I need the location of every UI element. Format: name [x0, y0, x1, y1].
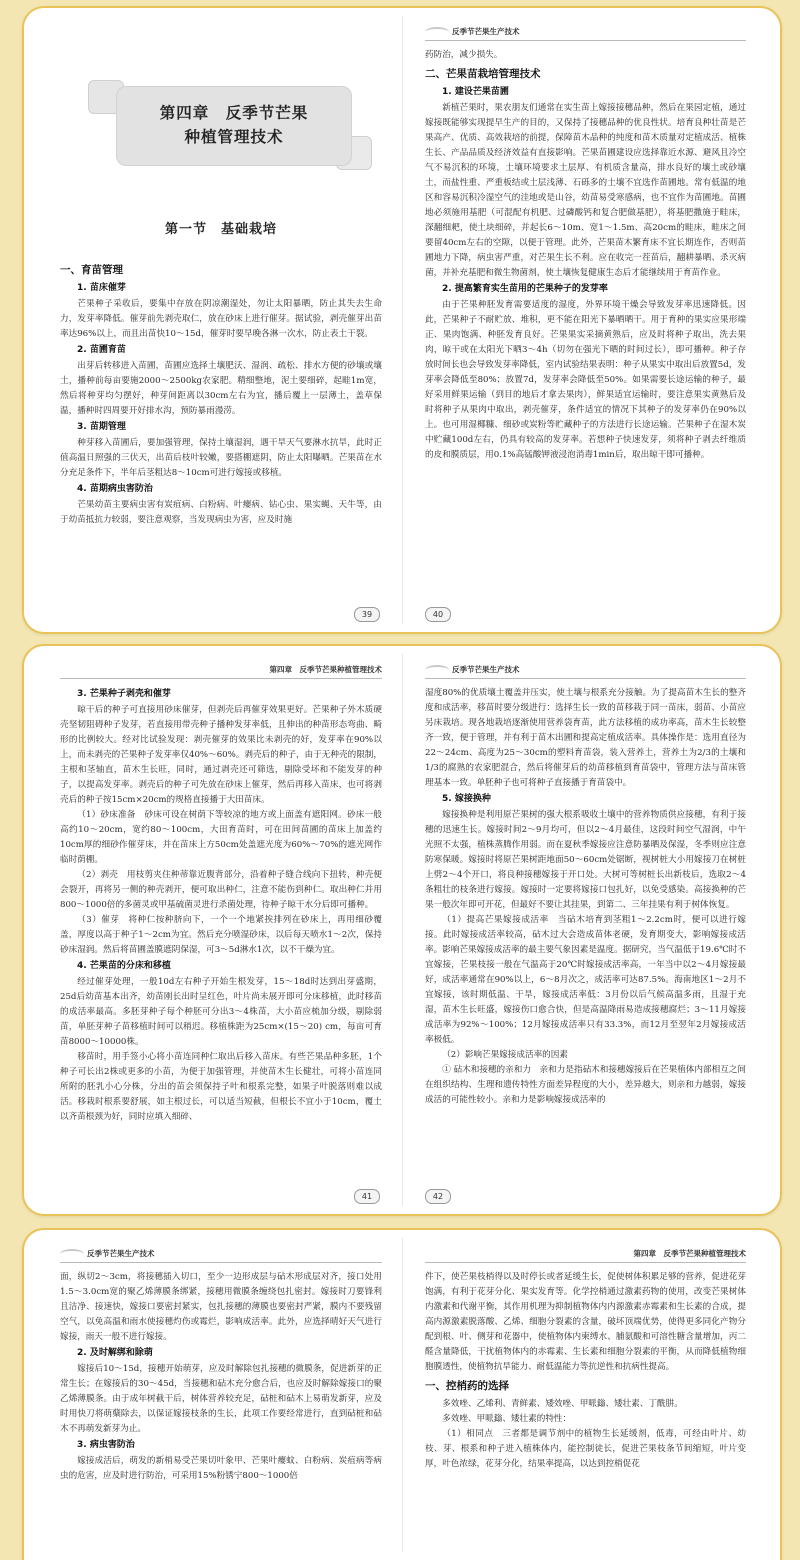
heading-cultivation: 二、芒果苗栽培管理技术 — [425, 68, 541, 80]
header-rule — [425, 40, 746, 41]
paragraph: 多效唑、甲哌鎓、矮壮素的特性： — [442, 1414, 572, 1424]
swoosh-logo-icon — [425, 665, 449, 675]
running-head: 反季节芒果生产技术 — [425, 664, 520, 678]
chapter-title-box — [116, 86, 352, 166]
page-44 — [403, 1230, 780, 1560]
header-rule — [60, 678, 382, 679]
subheading: 1. 苗床催芽 — [77, 283, 126, 293]
paragraph: 出芽后转移进入苗圃，苗圃应选择土壤肥沃、湿润、疏松、排水方便的砂壤或壤土，播种前每亩要施2000～2500kg农家肥。精细整地，泥土要细碎，起畦1m宽，然后将种芽均匀摆好，种芽间距离以30cm左右为宜，播后覆上一层薄土，盖草保温，播种时四周要开好排水沟，预防暴雨漫涝。 — [60, 361, 382, 416]
subheading: 3. 病虫害防治 — [77, 1440, 135, 1450]
paragraph: 晾干后的种子可直接用砂床催芽，但剥壳后再催芽效果更好。芒果种子外木质硬壳坚韧阻碍种子发芽，若直接用带壳种子播种发芽率低，且伸出的种苗形态弯曲、畸形的比例较大。经对比试验发现：剥壳催芽的效果比未剥壳的好，发芽率在90%以上，而未剥壳的芒果种子发芽率仅40%～60%。剥壳后的种子，由于无种壳的限制，主根和茎轴直，苗木生长旺，同时，通过剥壳还可筛选，剔除受坏和不能发芽的种子，以提高发芽率。剥壳后的种子可先放在砂床上催芽，然后再移入苗床，也可将剥壳后的种子按15cm×20cm的规格直接播于大田苗床。 — [60, 705, 382, 805]
page-41 — [24, 646, 402, 1214]
page-43 — [24, 1230, 402, 1560]
paragraph: 芒果幼苗主要病虫害有炭疽病、白粉病、叶瘿病、钻心虫、果实蝇、天牛等，由于幼苗抵抗力较弱，要注意观察，当发现病虫为害，应及时施 — [60, 500, 382, 525]
heading-seedling-management: 一、育苗管理 — [60, 264, 123, 276]
paragraph: 种芽移入苗圃后，要加强管理，保持土壤湿润，遇干旱天气要淋水抗旱，此时正值高温日照强的三伏天，出苗后枝叶较嫩，要搭棚遮阴，防止太阳曝晒。芒果苗在水分充足条件下，半年后茎粗达8～10cm可进行嫁接或移植。 — [60, 438, 382, 478]
page-41-content — [60, 686, 382, 1125]
page-44-content — [425, 1270, 746, 1472]
paragraph: （3）催芽 将种仁按种脐向下，一个一个地紧挨排列在砂床上，再用细砂覆盖，厚度以高于种子1～2cm为宜。然后充分喷湿砂床，以后每天喷水1～2次，保持砂床湿润。然后将苗圃盖膜遮阴保湿，可3～5d淋水1次，以不干燥为宜。 — [60, 915, 382, 955]
subheading: 4. 芒果苗的分床和移植 — [77, 961, 171, 971]
page-number: 40 — [425, 607, 451, 622]
swoosh-logo-icon — [425, 27, 449, 37]
header-rule — [425, 678, 746, 679]
page-39 — [24, 8, 402, 632]
subheading: 4. 苗期病虫害防治 — [77, 484, 153, 494]
paragraph: 芒果种子采收后，要集中存放在阴凉潮湿处，勿让太阳暴晒，防止其失去生命力，发芽率降低。催芽前先剥壳取仁，放在砂床上进行催芽。据试验，剥壳催芽出苗率达96%以上，而且出苗快10～15d，催芽时要早晚各淋一次水，防止表土干裂。 — [60, 299, 382, 339]
subheading: 5. 嫁接换种 — [442, 794, 491, 804]
paragraph: （1）提高芒果嫁接成活率 当砧木培育到茎粗1～2.2cm时，便可以进行嫁接。此时嫁接成活率较高，砧木过大会造成苗体老硬，发育期变大，影响嫁接成活率。影响芒果嫁接成活率的最主要气象因素是温度。据研究，当气温低于19.6℃时不宜嫁接，芒果枝接一般在气温高于20℃时嫁接成活率高，一年当中以2～4月嫁接最好，成活率通常在90%以上，6～8月次之，成活率可达87.5%。海南地区1～2月不宜嫁接，该时期低温、干旱，嫁接成活率低：3月份以后气候高温多雨，且湿于充湿，苗木生长旺盛，嫁接伤口愈合快，但是高温降雨易造成接穗腐烂；3～11月嫁接成活率为92%～100%；12月嫁接成活率只有33.3%，而12月至翌年2月嫁接成活率极低。 — [425, 915, 746, 1045]
paragraph: ① 砧木和接穗的亲和力 亲和力是指砧木和接穗嫁接后在芒果植体内部相互之间在组织结构、生理和遗传特性方面差异程度的大小，差异越大，则亲和力越弱，嫁接成活的可能性较小。亲和力是影响嫁接成活率的 — [425, 1065, 746, 1105]
paragraph: 湿度80%的优质壤土覆盖并压实，使土壤与根系充分接触。为了提高苗木生长的整齐度和成活率，移苗时要分级进行：选择生长一致的苗移栽于同一苗床，弱苗、小苗应另床栽培。现各地栽培逐渐使用营养袋育苗，此方法移植的成功率高，苗木生长较整齐一致，便于管理，并有利于苗木出圃和提高定植成活率。具体操作是：选用直径为22～24cm、高度为25～30cm的塑料育苗袋，装入营养土，营养土为2/3的土壤和1/3的腐熟的农家肥混合，然后将催芽后的幼苗移植到育苗袋中，管理方法与苗床管理基本一致。单胚种子也可将种子直接播于育苗袋中。 — [425, 688, 746, 788]
page-40 — [403, 8, 780, 632]
chapter-title-line1: 第四章 反季节芒果 — [159, 103, 309, 122]
running-head: 反季节芒果生产技术 — [60, 1248, 155, 1262]
page-number: 39 — [354, 607, 380, 622]
page-number: 41 — [354, 1189, 380, 1204]
paragraph: 件下，使芒果枝梢得以及时停长或者延缓生长，促使树体积累足够的营养，促进花芽饱满，有利于花芽分化、果实发育等。化学控梢通过激素药物的使用，改变芒果树体内激素和代谢平衡，其作用机理为抑制植物体内内源激素赤霉素和生长素的合成，提高内源激素脱落酸、乙烯、细胞分裂素的含量，破坏顶端优势，使得更多同化产物分配到根、叶、侧芽和花器中，使植物体内柬缚水、脯氨酸和可溶性糖含量增加，丙二醛含量降低，干扰植物体内的赤霉素、生长素和细胞分裂素的平衡，从而降低植物细胞膜透性，使植物抗旱能力、耐低温能力等抗逆性和抗病性提高。 — [425, 1272, 746, 1372]
running-head: 第四章 反季节芒果种植管理技术 — [633, 1249, 746, 1258]
chapter-title-line2: 种植管理技术 — [184, 127, 284, 146]
header-rule — [60, 1262, 382, 1263]
paragraph: 经过催芽处理，一般10d左右种子开始生根发芽，15～18d时达到出芽盛期，25d后幼苗基本出齐，幼苗刚长出时呈红色，叶片尚未展开即可分床移植，此时移苗的成活率最高。多胚芽种子每个种胚可分出3～4株苗，大小苗应梳加分级，剔除弱苗，单胚芽种子苗移植时间可以稍迟。移植株距为25cm×(15～20) cm，每亩可育苗8000～10000株。 — [60, 977, 382, 1047]
page-39-content — [60, 218, 382, 528]
paragraph: 嫁接后10～15d，接穗开始萌芽，应及时解除包扎接穗的微膜条，促进新芽的正常生长；在嫁接后的30～45d，当接穗和砧木充分愈合后，也应及时解除嫁接口的聚乙烯薄膜条。由于成年树截干后，树体营养较充足，砧桩和砧木上易萌发新芽，应及时用快刀将萌蘖除去，以保证嫁接枝条的生长，此项工作要经常进行，直到砧桩和砧木不再萌发新芽为止。 — [60, 1364, 382, 1434]
subheading: 2. 及时解绑和除萌 — [77, 1348, 153, 1358]
paragraph: 嫁接换种是利用原芒果树的强大根系吸收土壤中的营养物质供应接穗，有利于接穗的迅速生长。嫁接时间2～9月均可，但以2～4月最佳，这段时间空气湿润，中午光照不太强，植株蒸腾作用弱。而在夏秋季嫁接应注意防暴晒及保湿，冬季则应注意防寒保暖。嫁接时将原芒果树距地面50～60cm处锯断，视树桩大小用嫁接刀在树桩上劈2～4个开口，将良种接穗嫁接于开口处。大树可等树桩长出新枝后，选取2～4条粗壮的枝条进行嫁接。嫁接时一定要将嫁接口包扎好，以免受感染。高接换种的芒果一般次年即可开花，但最好不要让其挂果，到第二、三年挂果有利于树体恢复。 — [425, 810, 746, 910]
paragraph: 面，纵切2～3cm，将接穗插入切口，至少一边形成层与砧木形成层对齐，接口处用1.5～3.0cm宽的聚乙烯薄膜条绑紧，接穗用微膜条缠绕包扎密封。嫁接时刀要锋利且洁净、接速快，嫁接口要密封紧实，包扎接穗的薄膜也要密封严紧，膜内不要残留空气，以免高温和雨水使接穗灼伤或霉烂，影响成活率。此外，应选择晴好天气进行嫁接，雨天一般不进行嫁接。 — [60, 1272, 382, 1342]
running-head: 反季节芒果生产技术 — [425, 26, 520, 40]
page-spread-41-42 — [22, 644, 782, 1216]
page-spread-39-40 — [22, 6, 782, 634]
page-42 — [403, 646, 780, 1214]
paragraph: 嫁接成活后，萌发的新梢易受芒果切叶象甲、芒果叶瘿蚊、白粉病、炭疽病等病虫的危害，应及时进行防治，可采用15%粉锈宁800～1000倍 — [60, 1456, 382, 1481]
paragraph: 由于芒果种胚发育需要适度的湿度，外界环境干燥会导致发芽率迅速降低。因此，芒果种子不耐贮放、堆积，更不能在阳光下暴晒晒干。用于育种的果实应果形端正、果肉饱满、种胚发育良好。芒果果实采摘黄熟后，应及时将种子取出，洗去果肉，晾干或在太阳光下晒3～4h（切勿在强光下晒的时间过长），即可播种。种子存放时间长也会导致发芽率降低，室内试验结果表明：种子从果实中取出后放置5d，发芽率会降低至80%；放置7d，发芽率会降低至50%。如果需要长途运输的种子，最好采用鲜果运输（到目的地后才拿去果肉），鲜果适宜运输时，要注意果实黄熟后及时将种子从果肉中取出，剥壳催芽，条件适宜的情况下其种子的发芽率仍在90%以上。也可用湿椰糠、细砂或炭粉等贮藏种子的方法进行长途运输。芒果种子在湿木炭中贮藏100d左右，仍具有较高的发芽率。若想种子快速发芽，须将种子剥去纤维质的皮和膜质层，用0.1%高锰酸钾液浸泡消毒1min后，取出晾干即可播种。 — [425, 300, 746, 460]
paragraph: （1）砂床准备 砂床可设在树荫下等较凉的地方或上面盖有遮阳网。砂床一般高约10～20cm，宽约80～100cm，大田育苗时，可在田间苗圃的苗床上加盖约10cm厚的细砂作催芽床，并在苗床上方50cm处盖遮光度为60%～70%的遮光网作临时荫棚。 — [60, 810, 382, 865]
paragraph: 多效唑、乙烯利、青鲜素、矮效唑、甲哌鎓、矮壮素、丁酰肼。 — [442, 1399, 683, 1409]
paragraph: （1）相同点 三者都是调节剂中的植物生长延缓剂，低毒，可经由叶片、幼枝、芽、根系和种子进入植株体内，能控制徒长，促进芒果枝条节间缩短，叶片变厚，叶色浓绿，花芽分化，结果率提高，以达到控梢促花 — [425, 1429, 746, 1469]
paragraph: 药防治，减少损失。 — [425, 50, 503, 60]
paragraph: （2）剥壳 用枝剪夹住种蒂靠近腹背部分，沿着种子缝合线向下扭转，种壳便会裂开，再将另一侧的种壳剥开，便可取出种仁，注意不能伤到种仁。取出种仁并用800～1000倍的多菌灵或甲基硫菌灵进行杀菌处理，待种子晾干水分后即可播种。 — [60, 870, 382, 910]
page-43-content — [60, 1270, 382, 1484]
subheading: 3. 芒果种子剥壳和催芽 — [77, 689, 171, 699]
page-number: 42 — [425, 1189, 451, 1204]
running-head: 第四章 反季节芒果种植管理技术 — [269, 665, 382, 674]
subheading: 2. 提高繁育实生苗用的芒果种子的发芽率 — [442, 284, 608, 294]
subheading: 3. 苗期管理 — [77, 422, 126, 432]
page-spread-43-44 — [22, 1228, 782, 1560]
heading-growth-control-agents: 一、控梢药的选择 — [425, 1380, 509, 1392]
subheading: 1. 建设芒果苗圃 — [442, 87, 509, 97]
paragraph: （2）影响芒果嫁接成活率的因素 — [442, 1050, 568, 1060]
paragraph: 移苗时，用手签小心将小苗连同种仁取出后移入苗床。有些芒果品种多胚，1个种子可长出2株或更多的小苗，为便于加强管理，并使苗木生长健壮，可将小苗连同所附的胚乳小心分株，分出的苗会须保持子叶和根系完整，如果子叶脱落则难以成活。移栽时根系要舒展，如主根过长，可以适当短截，但根长不宜小于10cm，覆土以齐苗根颈为好，同时应填入细碎、 — [60, 1052, 382, 1122]
page-42-content — [425, 686, 746, 1108]
section-title: 第一节 基础栽培 — [164, 222, 277, 237]
swoosh-logo-icon — [60, 1249, 84, 1259]
header-rule — [425, 1262, 746, 1263]
paragraph: 新植芒果时，果农朋友们通常在实生苗上嫁接接穗品种，然后在果园定植，通过嫁接既能够实现提早生产的目的，又保持了接穗品种的优良性状。培育良种壮苗是芒果高产、优质、高效栽培的前提，保障苗木品种的纯度和苗木质量对定植成活、植株生长、产品品质及经济效益有直接影响。芒果苗圃建设应选择靠近水源、避风且冷空气不易沉积的环境，土壤环境要求土层厚、有机质含量高，排水良好的壤土或砂壤土，而盐性重、严重板结或土层浅薄、石砾多的土壤不宜选作苗圃地。常有低温的地区和容易沉积冷湿空气的洼地或是山谷，幼苗易受寒感病，也不宜作为苗圃地。苗圃地必须施用基肥（可混配有机肥、过磷酸钙和复合肥做基肥），将基肥撒施于畦床，深翻细耙，使土块细碎，并起长6～10m、宽1～1.5m、高20cm的畦床，畦床之间要留40cm左右的空隙，以便于管理。此外，芒果苗木繁育床不宜长期连作，否则苗圃地力下降，病虫害严重，对芒果生长不利。应在收完一茬苗后，翻耕暴晒、杀灭病菌，并补充基肥和微生物菌剂，使土壤恢复健康生态后才能继续用于育苗作业。 — [425, 103, 746, 278]
subheading: 2. 苗圃育苗 — [77, 345, 126, 355]
page-40-content — [425, 48, 746, 463]
